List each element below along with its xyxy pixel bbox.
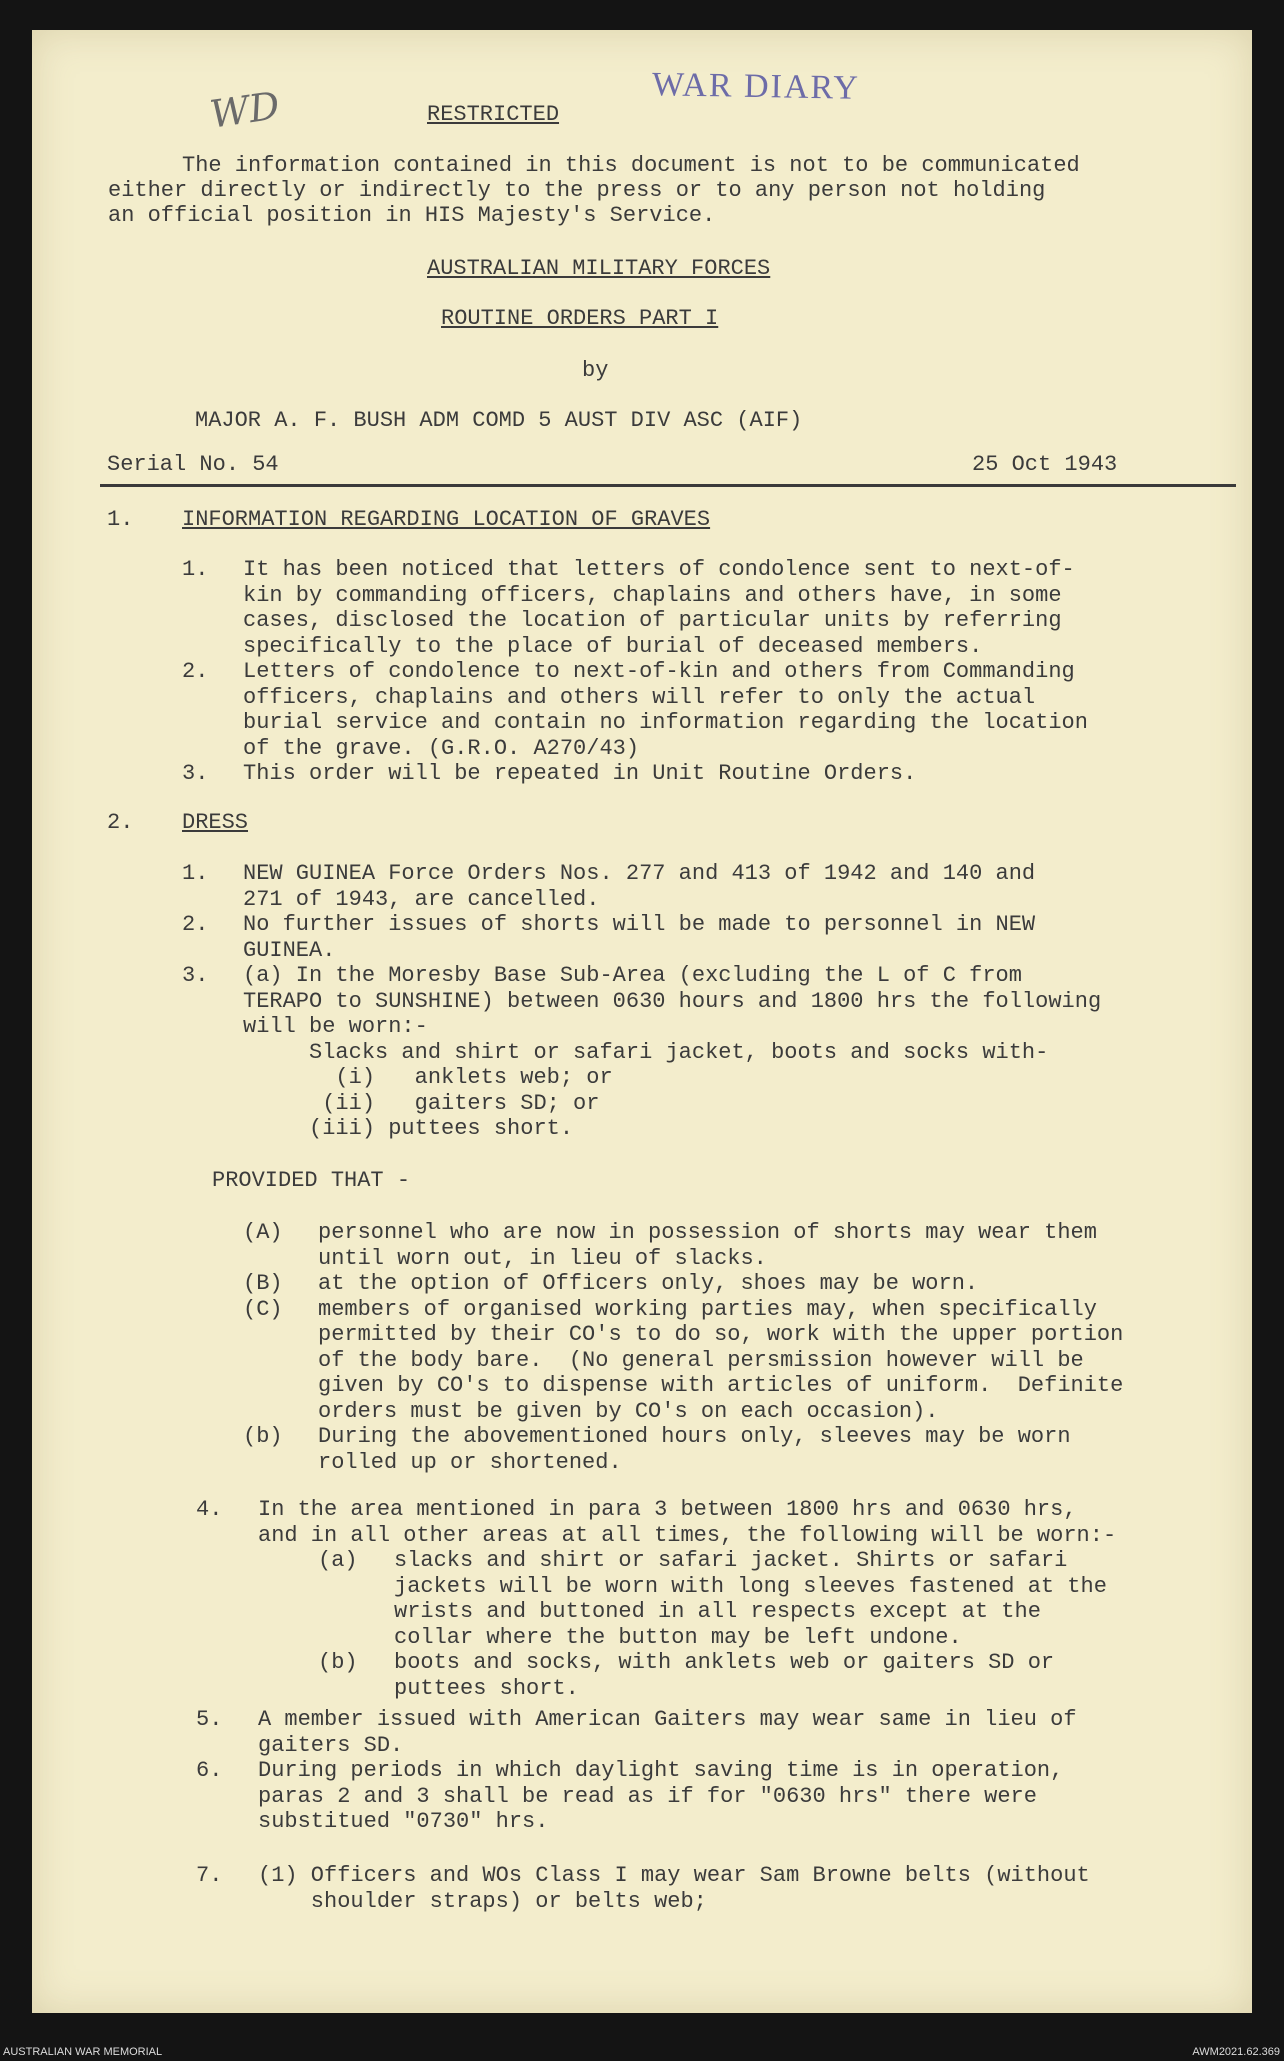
document-title: ROUTINE ORDERS PART I <box>441 306 719 331</box>
item-text-line: kin by commanding officers, chaplains and others have, in some <box>243 582 1062 608</box>
document-date: 25 Oct 1943 <box>972 452 1118 477</box>
item-text-line: A member issued with American Gaiters may wear same in lieu of <box>258 1707 1077 1732</box>
section-number: 2. <box>107 810 134 835</box>
header-rule <box>100 484 1236 487</box>
item-text-line: paras 2 and 3 shall be read as if for "0630 hrs" there were <box>258 1783 1037 1809</box>
item-text-line: (i) anklets web; or <box>243 1065 613 1090</box>
item-number: 4. <box>196 1497 223 1522</box>
item-text-line: No further issues of shorts will be made to personnel in NEW <box>243 912 1036 937</box>
item-text-line: collar where the button may be left undone. <box>394 1624 962 1650</box>
item-text-line: (iii) puttees short. <box>243 1116 574 1141</box>
item-text-line: boots and socks, with anklets web or gaiters SD or <box>394 1650 1055 1675</box>
classification-heading: RESTRICTED <box>427 102 560 127</box>
by-label: by <box>582 358 609 383</box>
item-text-line: members of organised working parties may, when specifically <box>318 1296 1097 1322</box>
item-text-line: 271 of 1943, are cancelled. <box>243 886 600 912</box>
item-number: 3. <box>182 963 209 988</box>
item-text-line: officers, chaplains and others will refer to only the actual <box>243 684 1036 710</box>
item-number: 5. <box>196 1707 223 1732</box>
item-number: 6. <box>196 1758 223 1783</box>
item-text-line: substitued "0730" hrs. <box>258 1809 549 1834</box>
item-text-line: Slacks and shirt or safari jacket, boots and socks with- <box>243 1039 1049 1065</box>
item-text-line: and in all other areas at all times, the following will be worn:- <box>258 1522 1117 1548</box>
item-text-line: In the area mentioned in para 3 between 1800 hrs and 0630 hrs, <box>258 1497 1077 1522</box>
item-text-line: of the body bare. (No general persmission however will be <box>318 1347 1084 1373</box>
item-number: 1. <box>182 861 209 886</box>
notice-line: an official position in HIS Majesty's Service. <box>108 203 716 228</box>
issuer-line: MAJOR A. F. BUSH ADM COMD 5 AUST DIV ASC (AIF) <box>195 408 803 433</box>
item-text-line: will be worn:- <box>243 1014 428 1039</box>
item-number: (b) <box>318 1650 358 1675</box>
footer-source: AUSTRALIAN WAR MEMORIAL <box>3 2046 163 2058</box>
item-text-line: Letters of condolence to next-of-kin and others from Commanding <box>243 659 1075 684</box>
handwritten-annotation: WD <box>207 83 283 137</box>
item-text-line: gaiters SD. <box>258 1732 404 1758</box>
footer-reference: AWM2021.62.369 <box>1192 2046 1280 2058</box>
item-number: (a) <box>318 1548 358 1573</box>
item-text-line: permitted by their CO's to do so, work with the upper portion <box>318 1322 1124 1347</box>
item-text-line: jackets will be worn with long sleeves fastened at the <box>394 1573 1107 1599</box>
item-text-line: orders must be given by CO's on each occasion). <box>318 1398 939 1424</box>
item-text-line: given by CO's to dispense with articles of uniform. Definite <box>318 1373 1124 1398</box>
section-heading: DRESS <box>182 810 249 835</box>
item-text-line: During the abovementioned hours only, sleeves may be worn <box>318 1424 1071 1449</box>
item-number: 2. <box>182 659 209 684</box>
item-text-line: TERAPO to SUNSHINE) between 0630 hours and 1800 hrs the following <box>243 988 1102 1014</box>
item-text-line: rolled up or shortened. <box>318 1449 622 1475</box>
org-heading: AUSTRALIAN MILITARY FORCES <box>427 256 771 281</box>
section-heading: INFORMATION REGARDING LOCATION OF GRAVES <box>182 507 711 532</box>
item-text-line: (ii) gaiters SD; or <box>243 1090 600 1116</box>
item-text-line: (a) In the Moresby Base Sub-Area (excluding the L of C from <box>243 963 1022 988</box>
item-text-line: slacks and shirt or safari jacket. Shirts or safari <box>394 1548 1068 1573</box>
item-number: (B) <box>243 1271 283 1296</box>
item-text-line: of the grave. (G.R.O. A270/43) <box>243 735 640 761</box>
item-number: (b) <box>243 1424 283 1449</box>
item-text-line: burial service and contain no information regarding the location <box>243 710 1088 735</box>
item-text-line: until worn out, in lieu of slacks. <box>318 1245 767 1271</box>
item-text-line: During periods in which daylight saving time is in operation, <box>258 1758 1064 1783</box>
item-number: (C) <box>243 1296 283 1322</box>
provided-that-label: PROVIDED THAT - <box>212 1168 411 1193</box>
item-number: 1. <box>182 557 209 582</box>
notice-line: either directly or indirectly to the press or to any person not holding <box>108 178 1046 203</box>
item-text-line: specifically to the place of burial of deceased members. <box>243 633 983 659</box>
item-text-line: cases, disclosed the location of particular units by referring <box>243 608 1062 633</box>
item-number: 7. <box>196 1863 223 1888</box>
item-text-line: This order will be repeated in Unit Routine Orders. <box>243 761 917 786</box>
notice-line: The information contained in this document is not to be communicated <box>182 153 1080 178</box>
item-text-line: NEW GUINEA Force Orders Nos. 277 and 413 of 1942 and 140 and <box>243 861 1036 886</box>
section-number: 1. <box>107 507 134 532</box>
item-text-line: (1) Officers and WOs Class I may wear Sam Browne belts (without <box>258 1863 1090 1888</box>
item-text-line: at the option of Officers only, shoes may be worn. <box>318 1271 979 1296</box>
item-number: 3. <box>182 761 209 786</box>
item-text-line: puttees short. <box>394 1675 579 1701</box>
item-text-line: It has been noticed that letters of condolence sent to next-of- <box>243 557 1075 582</box>
item-text-line: shoulder straps) or belts web; <box>258 1888 707 1914</box>
item-text-line: GUINEA. <box>243 937 336 963</box>
war-diary-stamp: WAR DIARY <box>651 66 861 107</box>
serial-number: Serial No. 54 <box>107 452 279 477</box>
item-text-line: wrists and buttoned in all respects except at the <box>394 1599 1041 1624</box>
item-text-line: personnel who are now in possession of shorts may wear them <box>318 1220 1097 1245</box>
item-number: (A) <box>243 1220 283 1245</box>
item-number: 2. <box>182 912 209 937</box>
